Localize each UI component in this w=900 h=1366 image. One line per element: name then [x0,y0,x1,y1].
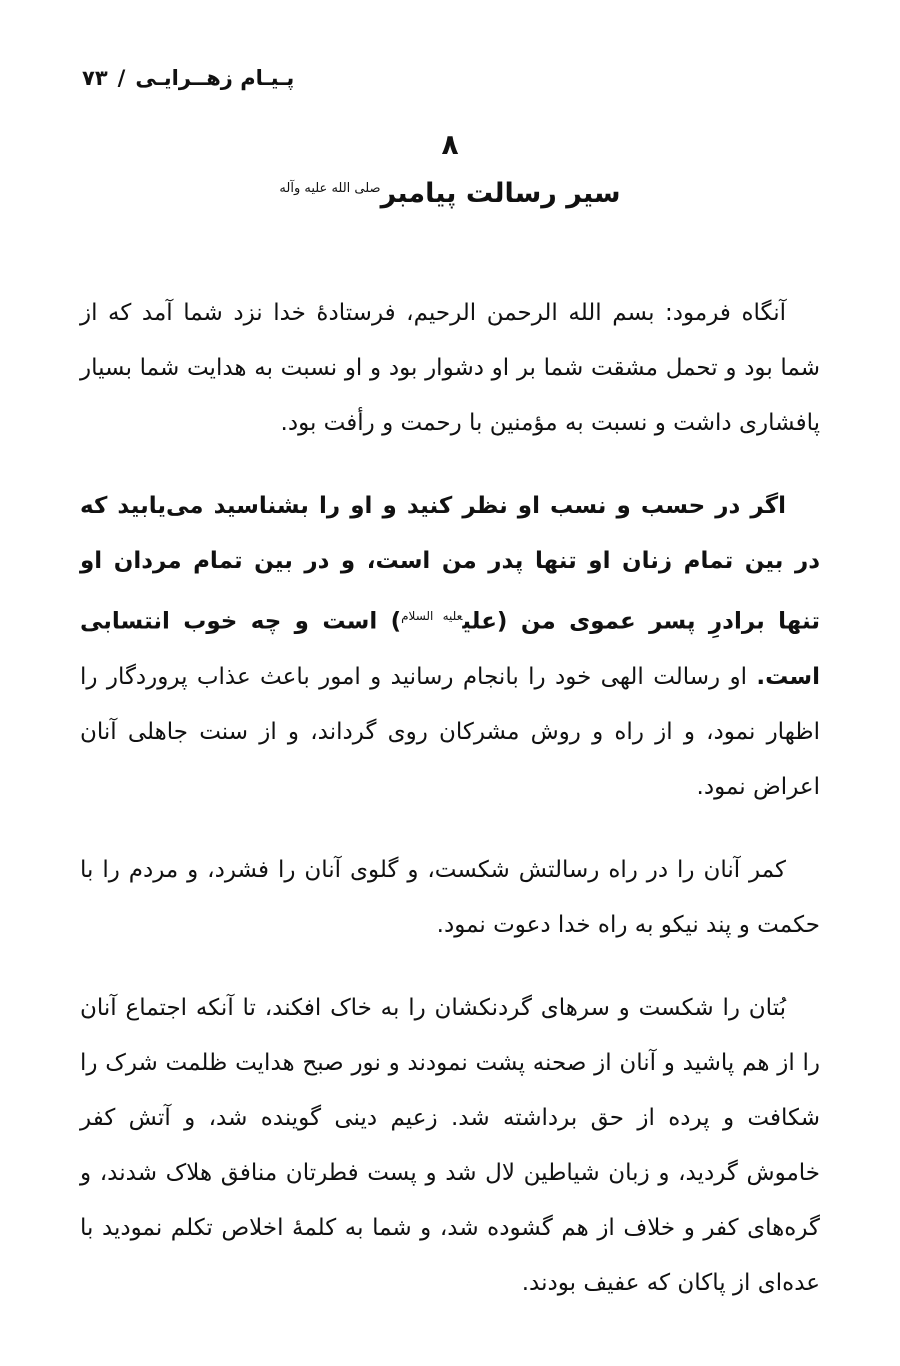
running-header [82,66,294,90]
honorific-glyph: صلى الله عليه وآله [279,181,381,196]
paragraph-2-rest: او رسالت الهی خود را بانجام رسانید و امور باعث عذاب پروردگار را اظهار نمود، و از راه و روش مشرکان روی گرداند، و از سنت جاهلی آنان اعراض نمود. [80,663,820,800]
paragraph-2-bold-end: ) است و چه خوب انتسابی است. [80,608,820,690]
header-separator: / [117,66,126,90]
paragraph-2 [80,479,820,815]
body-text [80,286,820,1339]
paragraph-1: آنگاه فرمود: بسم الله الرحمن الرحیم، فرستادهٔ خدا نزد شما آمد که از شما بود و تحمل مشقت شما بر او دشوار بود و او نسبت به هدایت شما بسیار پافشاری داشت و نسبت به مؤمنین با رحمت و رأفت بود. [80,300,820,436]
chapter-title-text: سیر رسالت پیامبر [380,178,621,209]
paragraph-4: بُتان را شکست و سرهای گردنکشان را به خاک افکند، تا آنکه اجتماع آنان را از هم پاشید و آنان از صحنه پشت نمودند و نور صبح هدایت ظلمت شرک را شکافت و پرده از حق برداشته شد. زعیم دینی گوینده شد، و آتش کفر خاموش گردید، و زبان شیاطین لال شد و پست فطرتان منافق هلاک شدند، و گره‌های کفر و خلاف از هم گشوده شد، و شما به کلمهٔ اخلاص تکلم نمودید با عده‌ای از پاکان که عفیف بودند. [80,994,820,1296]
paragraph-2-bold: اگر در حسب و نسب او نظر کنید و او را بشناسید می‌یابید که در بین تمام زنان او تنها پدر من است، و در بین تمام مردان او تنها برادرِ پسر عموی من (علی [80,493,821,635]
book-title: پـیـام زهــرایـی [135,66,295,90]
honorific-glyph-ali: عليه السلام [401,609,463,623]
page-number: ۷۳ [82,66,108,90]
paragraph-3: کمر آنان را در راه رسالتش شکست، و گلوی آنان را فشرد، و مردم را با حکمت و پند نیکو به راه خدا دعوت نمود. [80,856,820,938]
chapter-title [0,178,900,209]
chapter-number: ۸ [441,128,459,161]
